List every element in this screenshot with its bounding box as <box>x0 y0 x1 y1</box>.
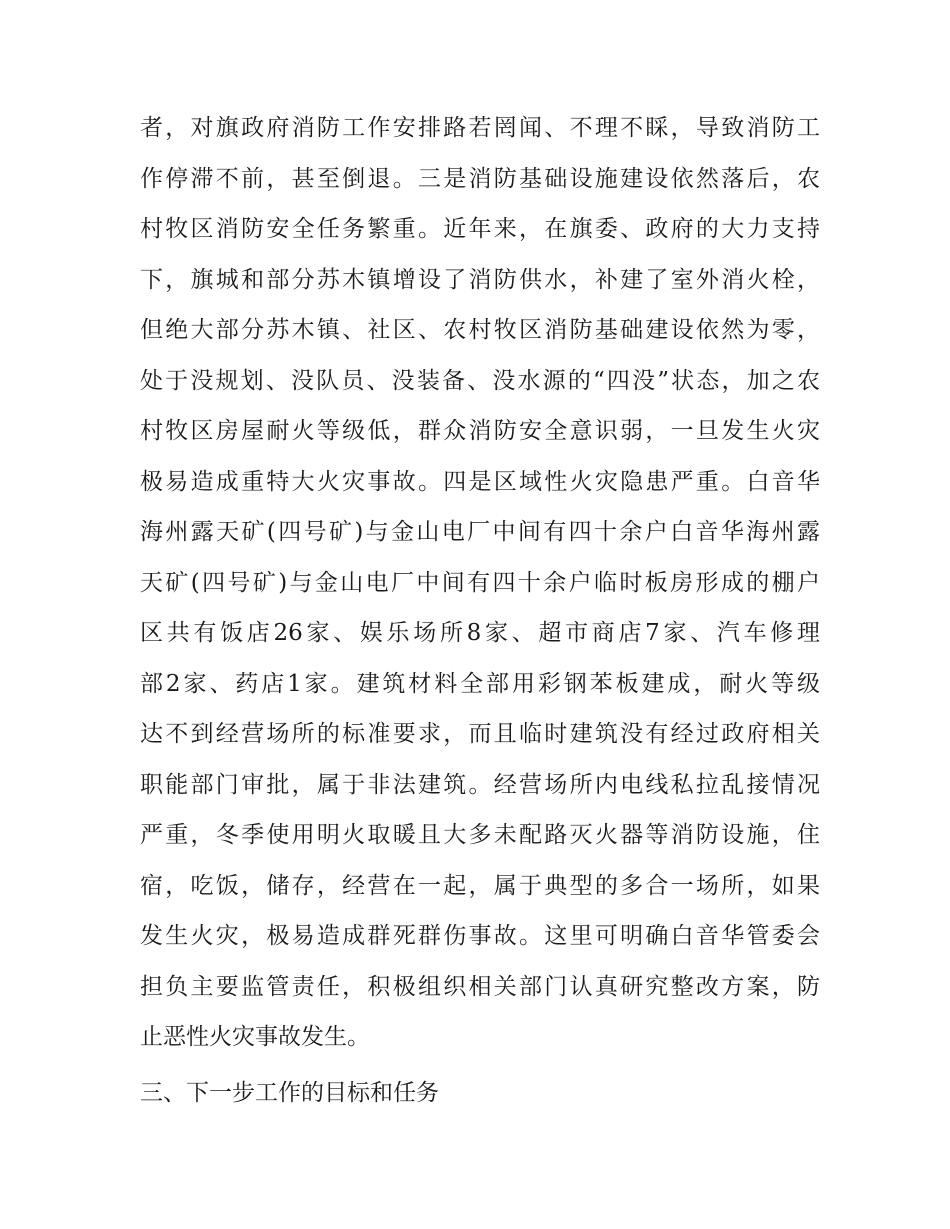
paragraph-line: 处于没规划、没队员、没装备、没水源的“四没”状态，加之农 <box>140 367 820 394</box>
paragraph-line: 担负主要监管责任，积极组织相关部门认真研究整改方案，防 <box>140 973 820 1000</box>
paragraph-line: 村牧区消防安全任务繁重。近年来，在旗委、政府的大力支持 <box>140 216 820 242</box>
paragraph-line: 下，旗城和部分苏木镇增设了消防供水，补建了室外消火栓， <box>140 266 820 293</box>
paragraph-line: 者，对旗政府消防工作安排路若罔闻、不理不睬，导致消防工 <box>140 115 820 141</box>
paragraph-line: 天矿(四号矿)与金山电厂中间有四十余户临时板房形成的棚户 <box>140 569 820 596</box>
body-paragraph <box>140 103 820 1063</box>
paragraph-line: 达不到经营场所的标准要求，而且临时建筑没有经过政府相关 <box>140 721 820 747</box>
paragraph-line: 宿，吃饭，储存，经营在一起，属于典型的多合一场所，如果 <box>140 872 820 899</box>
paragraph-line: 极易造成重特大火灾事故。四是区域性火灾隐患严重。白音华 <box>140 468 820 495</box>
paragraph-line: 作停滞不前，甚至倒退。三是消防基础设施建设依然落后，农 <box>140 165 820 192</box>
paragraph-line: 止恶性火灾事故发生。 <box>140 1024 370 1050</box>
paragraph-line: 发生火灾，极易造成群死群伤事故。这里可明确白音华管委会 <box>140 923 820 949</box>
section-heading: 三、下一步工作的目标和任务 <box>140 1080 439 1106</box>
paragraph-line: 部2家、药店1家。建筑材料全部用彩钢苯板建成，耐火等级 <box>140 670 820 697</box>
paragraph-line: 村牧区房屋耐火等级低，群众消防安全意识弱，一旦发生火灾 <box>140 418 820 444</box>
paragraph-line: 区共有饭店26家、娱乐场所8家、超市商店7家、汽车修理 <box>140 620 820 646</box>
paragraph-line: 严重，冬季使用明火取暖且大多未配路灭火器等消防设施，住 <box>140 822 820 848</box>
paragraph-line: 但绝大部分苏木镇、社区、农村牧区消防基础建设依然为零， <box>140 317 820 343</box>
paragraph-line: 海州露天矿(四号矿)与金山电厂中间有四十余户白音华海州露 <box>140 519 820 545</box>
paragraph-line: 职能部门审批，属于非法建筑。经营场所内电线私拉乱接情况 <box>140 771 820 798</box>
